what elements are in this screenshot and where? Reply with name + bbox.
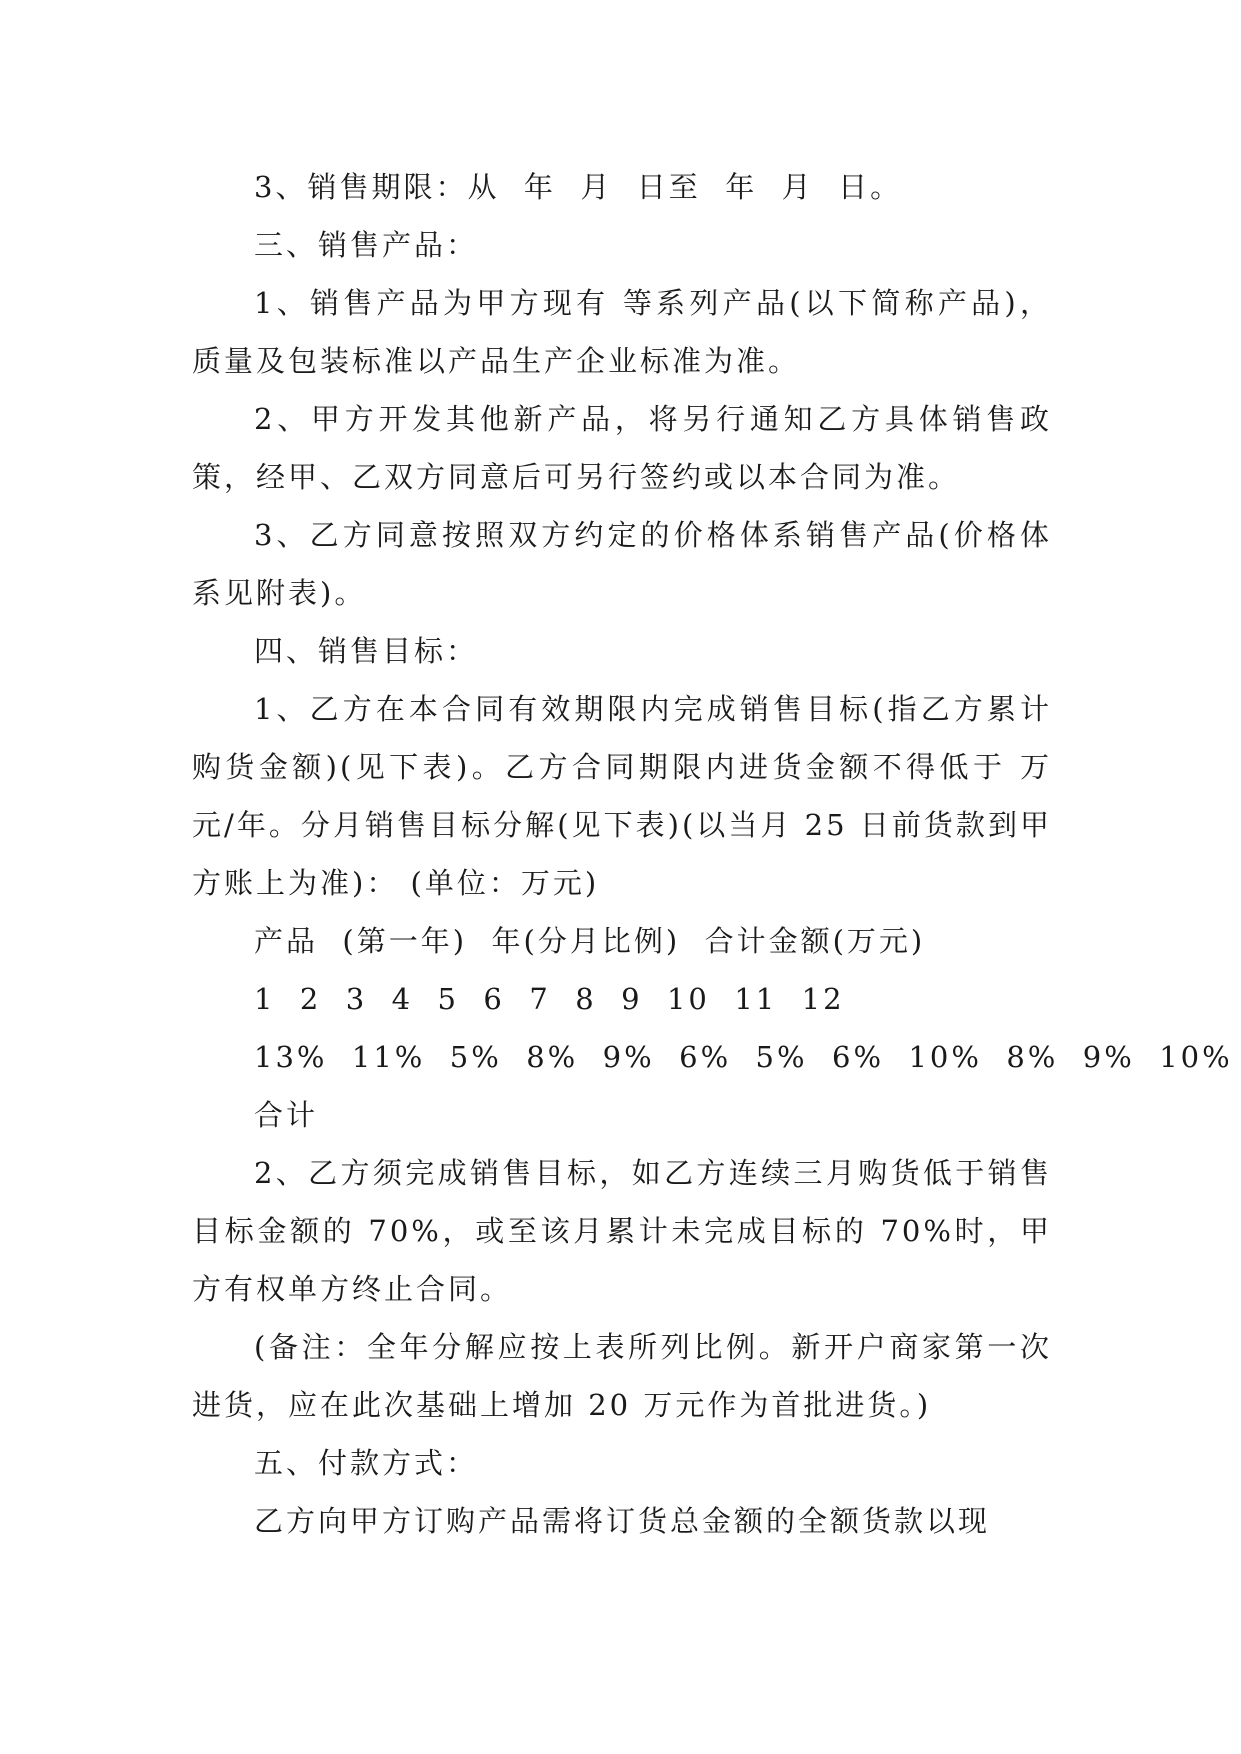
document-body bbox=[192, 158, 1233, 1550]
heading-payment-method: 五、付款方式： bbox=[254, 1446, 479, 1480]
paragraph-products-1: 1、销售产品为甲方现有 等系列产品(以下简称产品)，质量及包装标准以产品生产企业标准为准。 bbox=[192, 286, 1052, 378]
table-months-line: 1 2 3 4 5 6 7 8 9 10 11 12 bbox=[254, 982, 845, 1016]
paragraph-products-3: 3、乙方同意按照双方约定的价格体系销售产品(价格体系见附表)。 bbox=[192, 518, 1052, 610]
paragraph-note: (备注：全年分解应按上表所列比例。新开户商家第一次进货，应在此次基础上增加 20 万元作为首批进货。) bbox=[192, 1330, 1052, 1422]
paragraph-targets-2: 2、乙方须完成销售目标，如乙方连续三月购货低于销售目标金额的 70%，或至该月累计未完成目标的 70%时，甲方有权单方终止合同。 bbox=[192, 1156, 1052, 1306]
table-percent-line: 13% 11% 5% 8% 9% 6% 5% 6% 10% 8% 9% 10% bbox=[254, 1040, 1233, 1074]
paragraph-sales-period: 3、销售期限：从 年 月 日至 年 月 日。 bbox=[254, 170, 903, 204]
heading-sales-targets: 四、销售目标： bbox=[254, 634, 479, 668]
table-total-line: 合计 bbox=[254, 1098, 319, 1132]
paragraph-targets-1: 1、乙方在本合同有效期限内完成销售目标(指乙方累计购货金额)(见下表)。乙方合同期限内进货金额不得低于 万元/年。分月销售目标分解(见下表)(以当月 25 日前货款到甲方账上为准)： (单位：万元) bbox=[192, 692, 1052, 900]
heading-sales-products: 三、销售产品： bbox=[254, 228, 479, 262]
table-header-line: 产品 (第一年) 年(分月比例) 合计金额(万元) bbox=[254, 924, 926, 958]
paragraph-products-2: 2、甲方开发其他新产品，将另行通知乙方具体销售政策，经甲、乙双方同意后可另行签约或以本合同为准。 bbox=[192, 402, 1052, 494]
paragraph-payment: 乙方向甲方订购产品需将订货总金额的全额货款以现 bbox=[254, 1504, 991, 1538]
